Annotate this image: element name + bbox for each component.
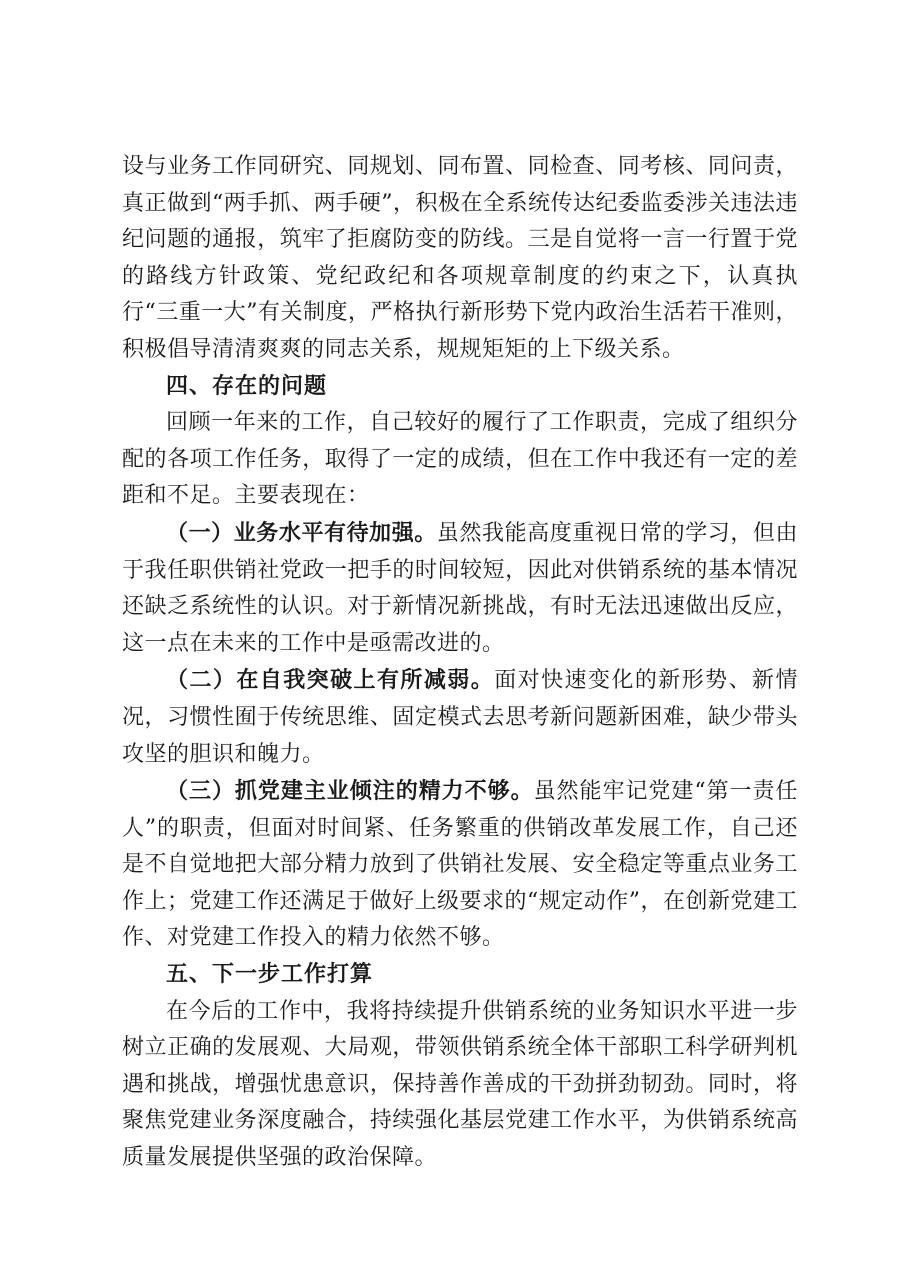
subsection-3-body: 虽然能牢记党建“第一责任人”的职责，但面对时间紧、任务繁重的供销改革发展工作，自己还是不自觉地把大部分精力放到了供销社发展、安全稳定等重点业务工作上；党建工作还满足于做好上级要求的“规定动作”，在创新党建工作、对党建工作投入的精力依然不够。 [122, 779, 798, 951]
paragraph-intro: 设与业务工作同研究、同规划、同布置、同检查、同考核、同问责，真正做到“两手抓、两手硬”，积极在全系统传达纪委监委涉关违法违纪问题的通报，筑牢了拒腐防变的防线。三是自觉将一言一行置于党的路线方针政策、党纪政纪和各项规章制度的约束之下，认真执行“三重一大”有关制度，严格执行新形势下党内政治生活若干准则，积极倡导清清爽爽的同志关系，规规矩矩的上下级关系。 [122, 154, 798, 362]
subsection-2-body: 面对快速变化的新形势、新情况，习惯性囿于传统思维、固定模式去思考新问题新困难，缺少带头攻坚的胆识和魄力。 [122, 668, 798, 767]
paragraph-next-steps: 在今后的工作中，我将持续提升供销系统的业务知识水平进一步树立正确的发展观、大局观，带领供销系统全体干部职工科学研判机遇和挑战，增强忧患意识，保持善作善成的干劲拼劲韧劲。同时，将聚焦党建业务深度融合，持续强化基层党建工作水平，为供销系统高质量发展提供坚强的政治保障。 [122, 998, 798, 1171]
section-heading-next-steps: 五、下一步工作打算 [166, 962, 374, 988]
paragraph-problems-intro: 回顾一年来的工作，自己较好的履行了工作职责，完成了组织分配的各项工作任务，取得了一定的成绩，但在工作中我还有一定的差距和不足。主要表现在： [122, 410, 798, 509]
subsection-2-title: （二）在自我突破上有所减弱。 [166, 667, 495, 694]
subsection-2 [122, 662, 798, 773]
section-heading-problems: 四、存在的问题 [166, 373, 328, 399]
subsection-1-title: （一）业务水平有待加强。 [166, 519, 437, 546]
document-body [122, 149, 798, 1177]
subsection-3 [122, 773, 798, 957]
subsection-3-title: （三）抓党建主业倾注的精力不够。 [166, 778, 534, 805]
subsection-1-body: 虽然我能高度重视日常的学习，但由于我任职供销社党政一把手的时间较短，因此对供销系统的基本情况还缺乏系统性的认识。对于新情况新挑战，有时无法迅速做出反应，这一点在未来的工作中是亟需改进的。 [122, 520, 798, 656]
subsection-1 [122, 515, 798, 662]
